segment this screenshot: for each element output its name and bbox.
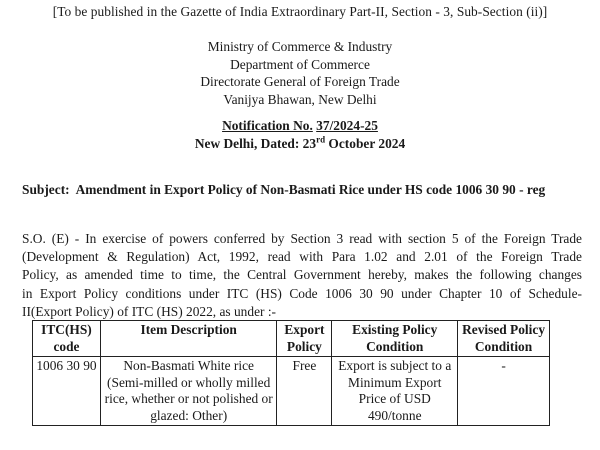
office-location: Vanijya Bhawan, New Delhi [223,91,377,107]
ministry-name: Ministry of Commerce & Industry [207,39,393,54]
cell-export-policy: Free [277,357,332,426]
cell-existing-condition: Export is subject to a Minimum Export Price of USD 490/tonne [332,357,458,426]
header-itc-code: ITC(HS) code [33,321,101,357]
table-row [33,357,550,426]
body-line: II(Export Policy) of ITC (HS) 2022, as under :- [22,303,276,319]
notification-body [22,230,582,321]
body-line: (Development & Regulation) Act, 1992, read with Para 1.02 and 2.01 of the Foreign Trade [22,249,582,265]
department-name: Department of Commerce [230,56,370,72]
table-header-row [33,321,550,357]
notification-date [0,135,600,153]
header-revised-condition: Revised Policy Condition [458,321,550,357]
subject-text: Amendment in Export Policy of Non-Basmati Rice under HS code 1006 30 90 - reg [75,182,546,197]
cell-itc-code: 1006 30 90 [33,357,101,426]
directorate-name: Directorate General of Foreign Trade [200,74,400,89]
body-line: S.O. (E) - In exercise of powers conferred by Section 3 read with section 5 of the Foreign Trade [22,231,582,246]
notification-date-prefix: New Delhi, Dated: 23 [194,136,317,151]
gazette-publication-line: [To be published in the Gazette of India Extraordinary Part-II, Section - 3, Sub-Section (ii)] [52,4,548,19]
notification-number-label: Notification No. [222,118,313,133]
header-item-description: Item Description [100,321,277,357]
cell-revised-condition: - [458,357,550,426]
notification-date-ordinal: rd [316,134,326,145]
body-line: in Export Policy conditions under ITC (HS) Code 1006 30 90 under Chapter 10 of Schedule- [22,285,582,301]
header-export-policy: Export Policy [277,321,332,357]
notification-header [0,117,600,153]
subject-label: Subject: [22,182,70,197]
notification-date-rest: October 2024 [325,136,406,151]
header-existing-condition: Existing Policy Condition [332,321,458,357]
notification-number [0,117,600,135]
subject-line [22,181,577,199]
notification-number-value: 37/2024-25 [316,118,378,133]
policy-amendment-table [32,320,550,426]
issuing-authority-address [0,38,600,108]
cell-item-description: Non-Basmati White rice (Semi-milled or wholly milled rice, whether or not polished or glazed: Other) [100,357,277,426]
body-line: Policy, as amended time to time, the Central Government hereby, makes the following changes [22,267,582,283]
